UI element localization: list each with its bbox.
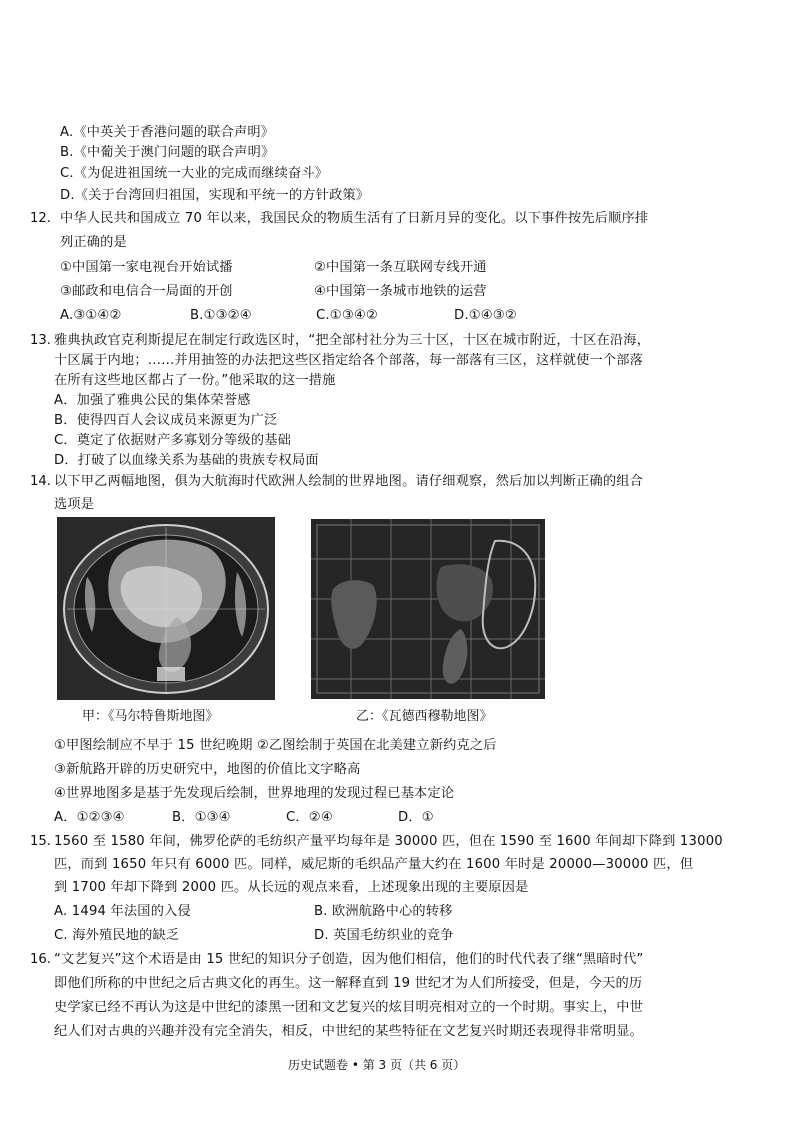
map-b-caption: 乙：《瓦德西穆勒地图》 (356, 709, 493, 724)
q13-stem-line: 雅典执政官克利斯提尼在制定行政选区时，“把全部村社分为三十区，十区在城市附近，十区在沿海， (54, 333, 651, 348)
q11-option-b: B.《中葡关于澳门问题的联合声明》 (60, 145, 275, 160)
q14-stem-line: 以下甲乙两幅地图，俱为大航海时代欧洲人绘制的世界地图。请仔细观察，然后加以判断正确的组合 (54, 474, 644, 489)
map-a-caption: 甲：《马尔特鲁斯地图》 (82, 709, 219, 724)
q14-option-c: C．②④ (286, 810, 333, 825)
q12-option-a: A.③①④② (60, 308, 122, 323)
q13-option-d: D．打破了以血缘关系为基础的贵族专权局面 (54, 453, 319, 468)
q12-item-3: ③邮政和电信合一局面的开创 (60, 284, 233, 299)
q14-option-a: A．①②③④ (54, 810, 125, 825)
q12-option-c: C.①③④② (316, 308, 378, 323)
q13-option-c: C．奠定了依据财产多寡划分等级的基础 (54, 433, 291, 448)
q14-option-d: D．① (398, 810, 434, 825)
q12-number: 12. (30, 211, 51, 226)
q14-number: 14. (30, 474, 51, 489)
q15-option-c: C. 海外殖民地的缺乏 (54, 928, 180, 943)
q15-option-b: B. 欧洲航路中心的转移 (314, 904, 453, 919)
q15-stem-line: 1560 至 1580 年间，佛罗伦萨的毛纺织产量平均每年是 30000 匹，但在 1590 至 1600 年间却下降到 13000 (54, 834, 723, 849)
q11-option-c: C.《为促进祖国统一大业的完成而继续奋斗》 (60, 166, 329, 181)
q12-item-1: ①中国第一家电视台开始试播 (60, 260, 233, 275)
q14-statement-line: ④世界地图多是基于先发现后绘制，世界地理的发现过程已基本定论 (54, 786, 455, 801)
q11-option-d: D.《关于台湾回归祖国，实现和平统一的方针政策》 (60, 188, 370, 203)
q15-stem-line: 到 1700 年却下降到 2000 匹。从长远的观点来看，上述现象出现的主要原因是 (54, 880, 529, 895)
q14-statement-line: ③新航路开辟的历史研究中，地图的价值比文字略高 (54, 762, 361, 777)
q12-option-b: B.①③②④ (190, 308, 252, 323)
q15-option-d: D. 英国毛纺织业的竞争 (314, 928, 454, 943)
q12-stem-line: 列正确的是 (60, 235, 127, 250)
q13-stem-line: 十区属于内地；……并用抽签的办法把这些区指定给各个部落，每一部落有三区，这样就使一个部落 (54, 353, 644, 368)
q14-option-b: B．①③④ (172, 810, 231, 825)
page-footer: 历史试题卷 • 第 3 页（共 6 页） (288, 1058, 466, 1072)
q13-stem-line: 在所有这些地区都占了一份。”他采取的这一措施 (54, 373, 336, 388)
map-a-image (57, 517, 275, 700)
map-b-drawing (311, 519, 545, 699)
q11-option-a: A.《中英关于香港问题的联合声明》 (60, 125, 275, 140)
q12-item-4: ④中国第一条城市地铁的运营 (314, 284, 487, 299)
q14-statement-line: ①甲图绘制应不早于 15 世纪晚期 ②乙图绘制于英国在北美建立新约克之后 (54, 738, 497, 753)
q13-option-b: B．使得四百人会议成员来源更为广泛 (54, 413, 278, 428)
q15-number: 15. (30, 834, 51, 849)
q13-option-a: A．加强了雅典公民的集体荣誉感 (54, 393, 251, 408)
q16-stem-line: 即他们所称的中世纪之后古典文化的再生。这一解释直到 19 世纪才为人们所接受，但是，今天的历 (54, 976, 643, 991)
q15-stem-line: 匹，而到 1650 年只有 6000 匹。同样，威尼斯的毛织品产量大约在 1600 年时是 20000—30000 匹，但 (54, 857, 694, 872)
q12-option-d: D.①④③② (454, 308, 517, 323)
q14-stem-line: 选项是 (54, 497, 95, 512)
q16-stem-line: “文艺复兴”这个术语是由 15 世纪的知识分子创造，因为他们相信，他们的时代代表了继“黑暗时代” (54, 952, 644, 967)
q16-number: 16. (30, 952, 51, 967)
map-b-image (311, 519, 545, 699)
q12-item-2: ②中国第一条互联网专线开通 (314, 260, 487, 275)
q15-option-a: A. 1494 年法国的入侵 (54, 904, 191, 919)
map-a-drawing (57, 517, 275, 700)
q16-stem-line: 纪人们对古典的兴趣并没有完全消失，相反，中世纪的某些特征在文艺复兴时期还表现得非常明显。 (54, 1024, 644, 1039)
q16-stem-line: 史学家已经不再认为这是中世纪的漆黑一团和文艺复兴的炫目明亮相对立的一个时期。事实上，中世 (54, 1000, 644, 1015)
q12-stem-line: 中华人民共和国成立 70 年以来，我国民众的物质生活有了日新月异的变化。以下事件按先后顺序排 (60, 211, 649, 226)
q13-number: 13. (30, 333, 51, 348)
